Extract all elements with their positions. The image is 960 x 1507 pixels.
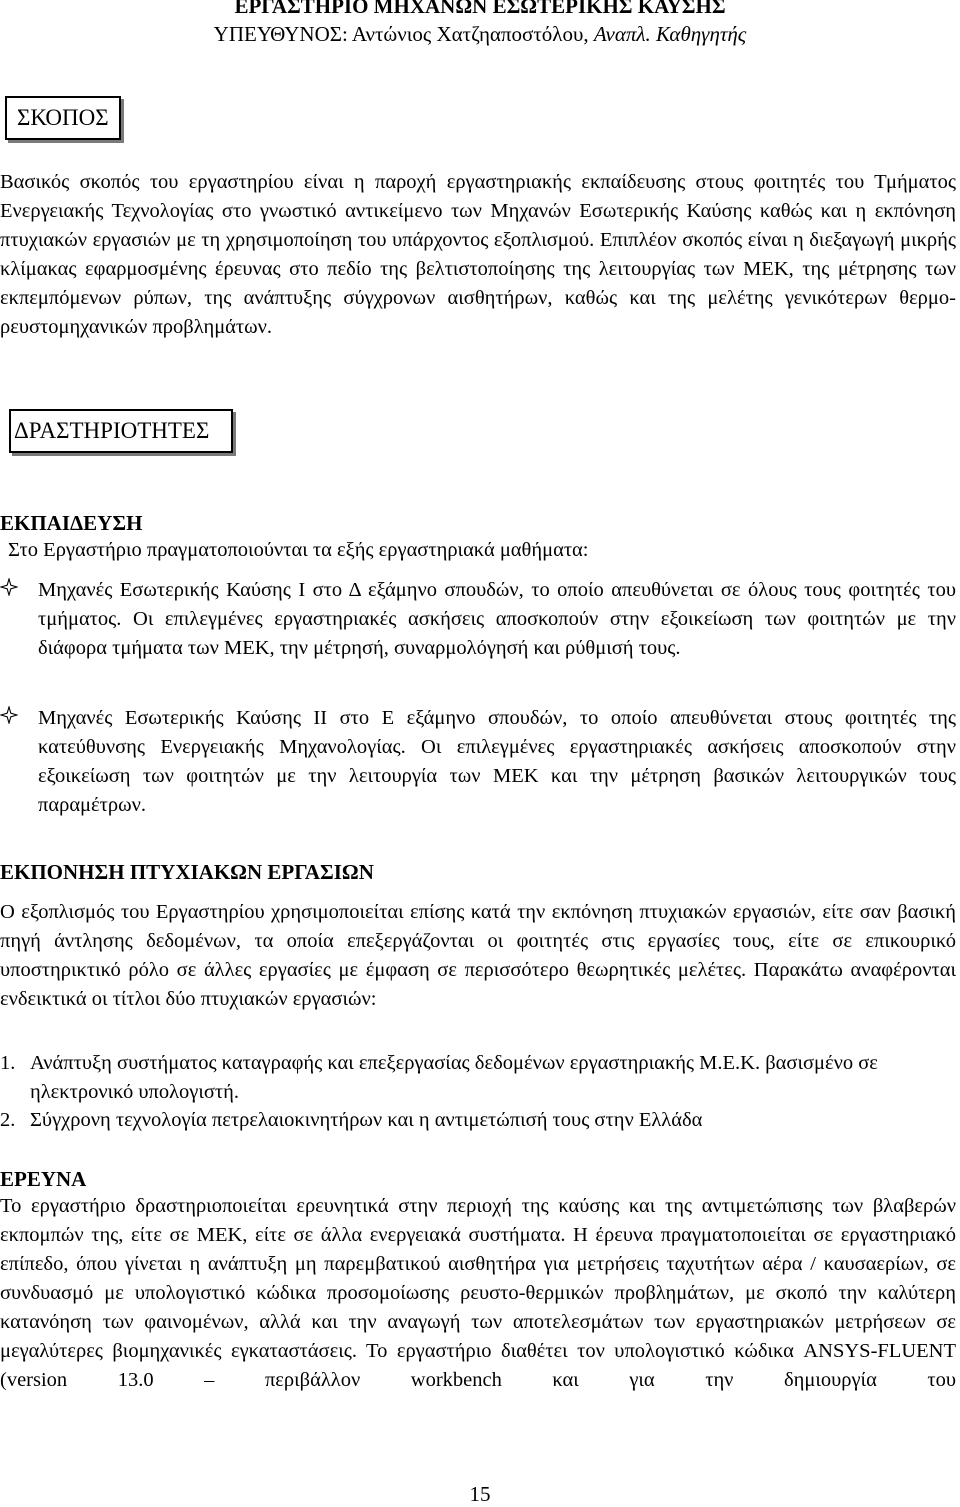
theses-heading: ΕΚΠΟΝΗΣΗ ΠΤΥΧΙΑΚΩΝ ΕΡΓΑΣΙΩΝ (0, 860, 374, 884)
page-number: 15 (469, 1482, 491, 1506)
responsible-name: ΥΠΕΥΘΥΝΟΣ: Αντώνιος Χατζηαποστόλου, (213, 22, 594, 46)
lab-title: ΕΡΓΑΣΤΗΡΙΟ ΜΗΧΑΝΩΝ ΕΣΩΤΕΡΙΚΗΣ ΚΑΥΣΗΣ (234, 0, 726, 18)
thesis-item-text: Ανάπτυξη συστήματος καταγραφής και επεξεργασίας δεδομένων εργαστηριακής Μ.Ε.Κ. βασισμένο σε ηλεκτρονικό υπολογιστή. (30, 1052, 878, 1103)
thesis-item-text: Σύγχρονη τεχνολογία πετρελαιοκινητήρων και η αντιμετώπισή τους στην Ελλάδα (30, 1109, 703, 1131)
activities-label: ΔΡΑΣΤΗΡΙΟΤΗΤΕΣ (14, 418, 210, 443)
thesis-item-number: 2. (0, 1109, 16, 1131)
scope-paragraph: Βασικός σκοπός του εργαστηρίου είναι η παροχή εργαστηριακής εκπαίδευσης στους φοιτητές του Τμήματος Ενεργειακής Τεχνολογίας στο γνωστικό αντικείμενο των Μηχανών Εσωτερικής Καύσης καθώς και η εκπόνηση πτυχιακών εργασιών με τη χρησιμοποίηση του υπάρχοντος εξοπλισμού. Επιπλέον σκοπός είναι η διεξαγωγή μικρής κλίμακας εφαρμοσμένης έρευνας στο πεδίο της βελτιστοποίησης της λειτουργίας των ΜΕΚ, της μέτρησης των εκπεμπόμενων ρύπων, της ανάπτυξης σύγχρονων αισθητήρων, καθώς και της μελέτης γενικότερων θερμο-ρευστομηχανικών προβλημάτων. (0, 171, 956, 338)
education-heading: ΕΚΠΑΙΔΕΥΣΗ (0, 511, 143, 535)
lab-responsible (0, 22, 960, 46)
research-paragraph: Το εργαστήριο δραστηριοποιείται ερευνητικά στην περιοχή της καύσης και της αντιμετώπισης των βλαβερών εκπομπών της, είτε σε ΜΕΚ, είτε σε άλλα ενεργειακά συστήματα. Η έρευνα πραγματοποιείται σε εργαστηριακό επίπεδο, όπου γίνεται η ανάπτυξη μη παρεμβατικού αισθητήρα για μετρήσεις ταχυτήτων αέρα / καυσαερίων, σε συνδυασμό με υπολογιστικό κώδικα προσομοίωσης ρευστο-θερμικών προβλημάτων, με σκοπό την καλύτερη κατανόηση των φαινομένων, αλλά και την αναγωγή των αποτελεσμάτων των εργαστηριακών μετρήσεων σε μεγαλύτερες βιομηχανικές εγκαταστάσεις. Το εργαστήριο διαθέτει τον υπολογιστικό κώδικα ANSYS-FLUENT (version 13.0 – περιβάλλον workbench και για την δημιουργία του (0, 1195, 956, 1391)
theses-paragraph: Ο εξοπλισμός του Εργαστηρίου χρησιμοποιείται επίσης κατά την εκπόνηση πτυχιακών εργασιών, είτε σαν βασική πηγή άντλησης δεδομένων, τα οποία επεξεργάζονται οι φοιτητές στις εργασίες τους, είτε σε επικουρικό υποστηρικτικό ρόλο σε άλλες εργασίες με έμφαση σε περισσότερο θεωρητικές μελέτες. Παρακάτω αναφέρονται ενδεικτικά οι τίτλοι δύο πτυχιακών εργασιών: (0, 901, 956, 1010)
scope-label: ΣΚΟΠΟΣ (17, 105, 109, 130)
diamond-bullet-icon (0, 706, 18, 724)
education-item-text: Μηχανές Εσωτερικής Καύσης Ι στο Δ εξάμηνο σπουδών, το οποίο απευθύνεται σε όλους τους φοιτητές του τμήματος. Οι επιλεγμένες εργαστηριακές ασκήσεις αποσκοπούν στην εξοικείωση των φοιτητών με την διάφορα τμήματα των ΜΕΚ, την μέτρησή, συναρμολόγησή και ρύθμισή τους. (38, 579, 956, 659)
research-heading: ΕΡΕΥΝΑ (0, 1167, 87, 1191)
activities-label-box (9, 409, 233, 453)
education-item-text: Μηχανές Εσωτερικής Καύσης ΙΙ στο Ε εξάμηνο σπουδών, το οποίο απευθύνεται στους φοιτητές της κατεύθυνσης Ενεργειακής Μηχανολογίας. Οι επιλεγμένες εργαστηριακές ασκήσεις αποσκοπούν στην εξοικείωση των φοιτητών με την λειτουργία των ΜΕΚ και την μέτρηση βασικών λειτουργικών τους παραμέτρων. (38, 707, 956, 816)
scope-label-box (5, 96, 121, 140)
responsible-title: Αναπλ. Καθηγητής (593, 22, 747, 46)
thesis-item-1 (0, 1049, 956, 1109)
education-intro: Στο Εργαστήριο πραγματοποιούνται τα εξής εργαστηριακά μαθήματα: (8, 539, 589, 561)
diamond-bullet-icon (0, 578, 18, 596)
thesis-item-number: 1. (0, 1052, 16, 1074)
